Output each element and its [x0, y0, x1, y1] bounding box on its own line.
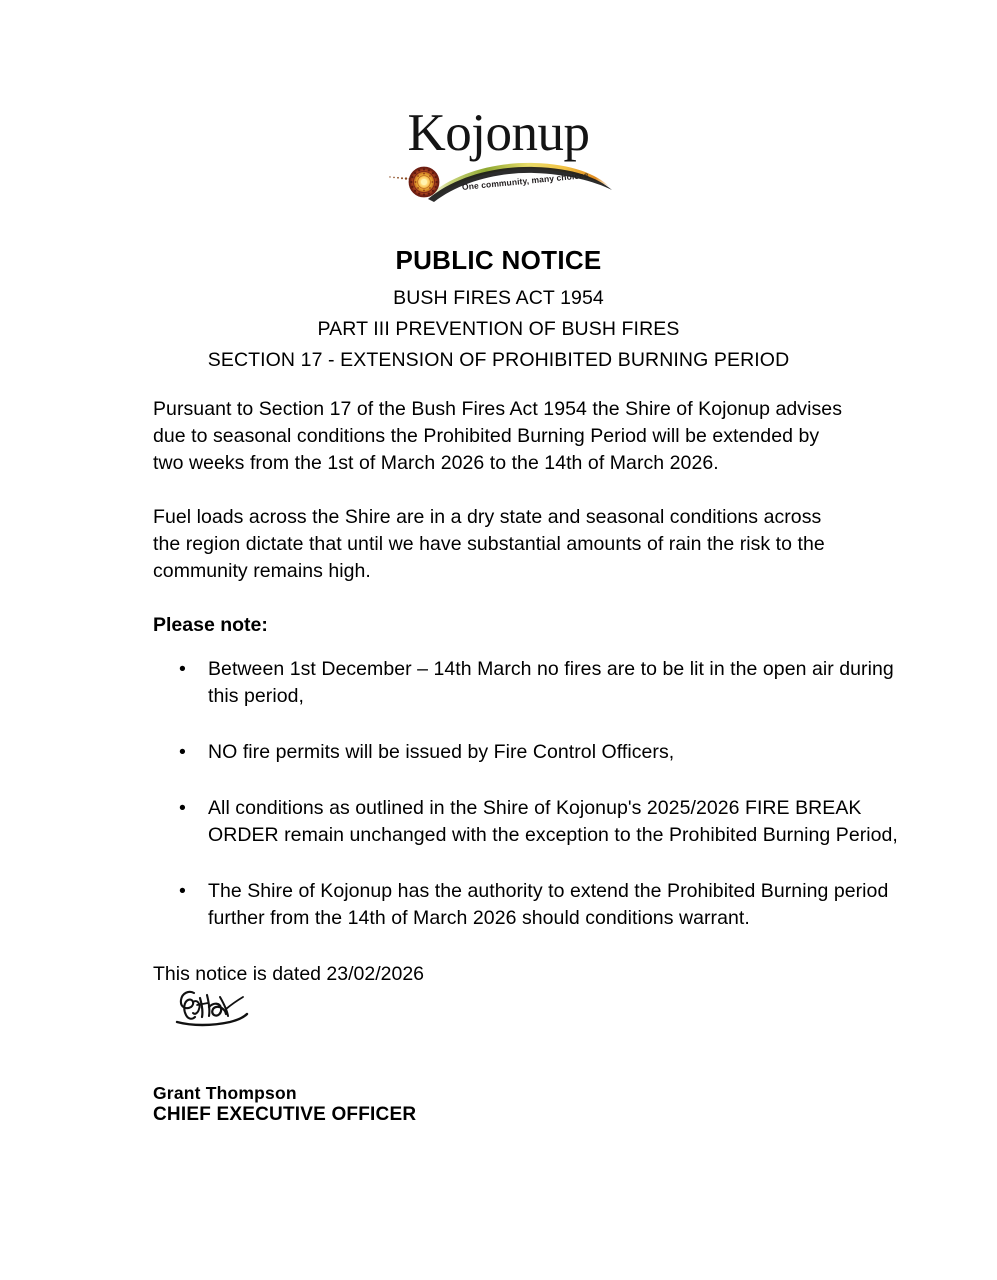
list-item: [153, 795, 908, 849]
please-note-label: Please note:: [153, 614, 268, 636]
paragraph-fuel-loads: Fuel loads across the Shire are in a dry state and seasonal conditions across the region dictate that until we have substantial amounts of rain the risk to the community remains high.: [153, 506, 825, 582]
notes-list: [153, 656, 898, 932]
bullet-icon: •: [179, 797, 186, 819]
list-item-text: NO fire permits will be issued by Fire Control Officers,: [208, 741, 675, 763]
list-item-text: The Shire of Kojonup has the authority to extend the Prohibited Burning period further from the 14th of March 2026 should conditions warrant.: [208, 880, 889, 929]
notice-date: This notice is dated 23/02/2026: [153, 963, 425, 985]
heading-section: SECTION 17 - EXTENSION OF PROHIBITED BURNING PERIOD: [207, 349, 790, 371]
heading-part: PART III PREVENTION OF BUSH FIRES: [317, 318, 680, 340]
paragraph-pursuant: Pursuant to Section 17 of the Bush Fires Act 1954 the Shire of Kojonup advises due to seasonal conditions the Prohibited Burning Period will be extended by two weeks from the 1st of March 2026 to the 14th of March 2026.: [153, 398, 842, 474]
list-item: [153, 878, 908, 932]
bullet-icon: •: [179, 741, 186, 763]
list-item: [153, 656, 908, 710]
notice-body: [153, 396, 898, 988]
heading-act: BUSH FIRES ACT 1954: [393, 287, 604, 309]
signature-icon: [168, 985, 278, 1035]
logo-tagline: One community, many choices: [461, 169, 589, 192]
signature-block: [153, 985, 573, 1126]
logo-wordmark: Kojonup: [407, 104, 590, 162]
list-item: [153, 739, 908, 766]
bullet-icon: •: [179, 880, 186, 902]
list-item-text: All conditions as outlined in the Shire of Kojonup's 2025/2026 FIRE BREAK ORDER remain unchanged with the exception to the Prohibited Burning Period,: [208, 797, 898, 846]
logo-inner: [384, 104, 614, 216]
shire-logo: [0, 104, 997, 216]
signatory-name: Grant Thompson: [153, 1083, 297, 1103]
list-item-text: Between 1st December – 14th March no fires are to be lit in the open air during this period,: [208, 658, 894, 707]
bullet-icon: •: [179, 658, 186, 680]
page-title: PUBLIC NOTICE: [395, 245, 602, 275]
signatory-title: CHIEF EXECUTIVE OFFICER: [153, 1104, 417, 1125]
notice-headings: [0, 244, 997, 376]
